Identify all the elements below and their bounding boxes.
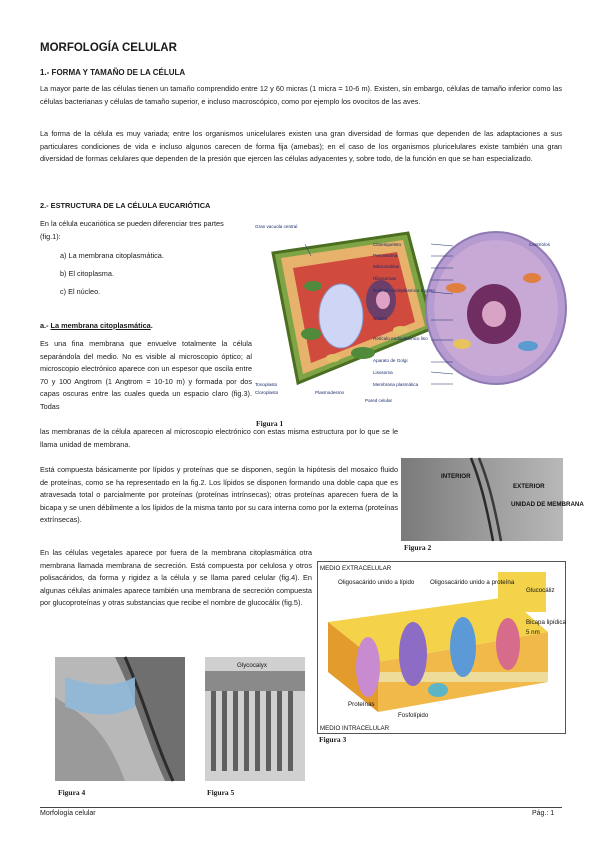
subheading-suffix: . [150,321,153,330]
fig1-label: Citoesqueleto [373,242,402,247]
parts-list [60,250,164,304]
fig1-label: Retículo endoplásmico rugoso [373,288,435,293]
fig3-top-label: MEDIO EXTRACELULAR [320,565,392,572]
figure-5-caption: Figura 5 [207,788,235,797]
figure-3-fluid-mosaic [317,561,566,734]
fig1-label: Ribosomas [373,276,396,281]
figure-1-caption: Figura 1 [256,419,284,428]
fig1-label: Tonoplasto [255,382,278,387]
figure-4-cell-wall [55,657,185,781]
fig3-label: Proteínas [348,701,375,708]
fig1-label: Pared celular [365,398,393,403]
footer-page-number: Pág.: 1 [532,810,555,817]
section1-paragraph-1: La mayor parte de las células tienen un tamaño comprendido entre 12 y 60 micras (1 micra = 10-6 m). Existen, sin embargo, células de tamaño inferior como las células bacterianas y células de tamaño superior, e incluso macroscópico, como por ejemplo los ovocitos de las aves. [40,84,562,106]
fig3-label: Oligosacárido unido a proteína [430,579,515,586]
figure-4-caption: Figura 4 [58,788,86,797]
subheading-membrane [40,320,153,333]
fig1-label: Plasmodesmo [315,390,345,395]
fig1-label: Aparato de Golgi [373,358,408,363]
fig1-label: Cloroplasto [255,390,279,395]
list-item: a) La membrana citoplasmática. [60,251,164,260]
fig3-label: Fosfolípido [398,712,429,719]
section2-heading: 2.- ESTRUCTURA DE LA CÉLULA EUCARIÓTICA [40,201,211,210]
fig2-label-unit: UNIDAD DE MEMBRANA [511,501,584,508]
footer-divider [40,807,562,808]
fig5-label-glycocalyx: Glycocalyx [237,662,267,669]
fig1-label: Retículo endoplásmico liso [373,336,428,341]
fig3-label: 5 nm [526,629,540,636]
membrane-paragraph-3: En las células vegetales aparece por fuera de la membrana citoplasmática otra membrana llamada membrana de secreción. Está compuesta por celulosa y otros polisacáridos, da forma y rigidez a la célula y se llama pared celular (fig.4). En algunas células animales aparece también una membrana de secreción compuesta por glucoproteínas y otras substancias que recibe el nombre de glucocálix (fig.5). [40,548,312,608]
fig3-bottom-label: MEDIO INTRACELULAR [320,725,390,732]
fig1-label: Lisosoma [373,370,393,375]
list-item: c) El núcleo. [60,287,101,296]
fig1-label: Núcleo [373,316,388,321]
fig1-label: Mitocondrias [373,264,400,269]
subheading-text: La membrana citoplasmática [50,321,151,330]
section1-paragraph-2: La forma de la célula es muy variada; entre los organismos unicelulares existen una gran diversidad de formas que dependen de las adaptaciones a sus particulares condiciones de vida e incluso algunos carecen de forma fija (amebas); en el caso de los organismos pluricelulares existe también una gran diversidad de formas celulares que dependen de la presión que ejercen las células adyacentes y, sobre todo, de la función en que se han especializado. [40,129,562,164]
page-title: MORFOLOGÍA CELULAR [40,42,177,54]
fig1-label: Membrana plasmática [373,382,419,387]
section2-intro: En la célula eucariótica se pueden diferenciar tres partes (fig.1): [40,219,224,241]
fig3-label: Glucocáliz [526,587,555,594]
figure-1-cell-diagram [253,216,565,418]
fig2-label-exterior: EXTERIOR [513,483,545,490]
membrane-paragraph-1: Es una fina membrana que envuelve totalmente la célula separándola del medio. No es visible al microscopio óptico; al microscopio electrónico aparece con un espesor que oscila entre 70 y 100 Angtrom (1 Angtrom = 10-10 m) y formada por dos capas oscuras entre las cuales queda un espacio claro (fig.3). Todas [40,339,252,411]
list-item: b) El citoplasma. [60,269,114,278]
figure-5-glycocalyx [205,657,305,781]
section1-heading: 1.- FORMA Y TAMAÑO DE LA CÉLULA [40,68,186,77]
fig3-label: Oligosacárido unido a lípido [338,579,415,586]
figure-2-micrograph [401,458,584,541]
fig3-label: Bicapa lipídica [526,619,566,626]
fig1-label: Gran vacuola central [255,224,298,229]
fig1-label: Peroxisoma [373,253,398,258]
membrane-paragraph-2: Está compuesta básicamente por lípidos y proteínas que se disponen, según la hipótesis del mosaico fluido de proteínas, como se ha representado en la fig.2. Los lípidos se disponen formando una doble capa que es atravesada total o parcialmente por proteínas (proteínas intrínsecas); otras proteínas aparecen fuera de la bicapa y se unen débilmente a los lípidos de la misma tanto por su cara interna como por la externa (proteínas extrínsecas). [40,465,398,525]
fig2-label-interior: INTERIOR [441,473,471,480]
figure-3-caption: Figura 3 [319,735,347,744]
figure-2-caption: Figura 2 [404,543,432,552]
membrane-paragraph-1-cont: las membranas de la célula aparecen al microscopio electrónico con estas misma estructura por lo que se le llama unidad de membrana. [40,427,398,449]
fig1-label: Centríolos [529,242,550,247]
footer-left: Morfología celular [40,810,96,817]
subheading-prefix: a.- [40,321,51,330]
